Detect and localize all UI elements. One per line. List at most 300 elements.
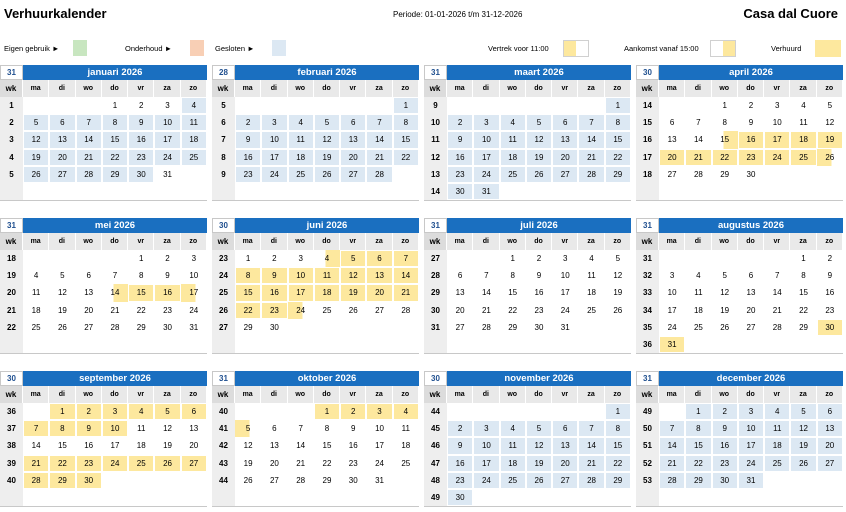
day-cell[interactable]: 24	[154, 149, 180, 166]
day-cell[interactable]: 31	[375, 475, 384, 485]
day-cell[interactable]: 28	[659, 472, 685, 489]
day-cell[interactable]: 24	[738, 455, 764, 472]
day-cell[interactable]: 18	[314, 284, 340, 301]
day-cell[interactable]: 29	[243, 322, 253, 332]
day-cell[interactable]: 1	[605, 403, 631, 420]
day-cell[interactable]: 2	[165, 254, 170, 264]
day-cell[interactable]: 17	[473, 455, 499, 472]
day-cell[interactable]: 23	[825, 305, 835, 315]
day-cell[interactable]: 16	[534, 288, 544, 298]
day-cell[interactable]: 10	[738, 420, 764, 437]
day-cell[interactable]: 26	[790, 455, 816, 472]
day-cell[interactable]: 6	[552, 420, 578, 437]
day-cell[interactable]: 30	[746, 169, 756, 179]
day-cell[interactable]: 18	[693, 305, 703, 315]
day-cell[interactable]: 19	[817, 131, 843, 148]
day-cell[interactable]: 4	[314, 250, 340, 267]
day-cell[interactable]: 1	[49, 403, 75, 420]
day-cell[interactable]: 24	[667, 322, 677, 332]
day-cell[interactable]: 29	[685, 472, 711, 489]
day-cell[interactable]: 1	[245, 254, 251, 264]
day-cell[interactable]: 26	[613, 305, 623, 315]
day-cell[interactable]: 23	[447, 166, 473, 183]
day-cell[interactable]: 27	[746, 322, 756, 332]
day-cell[interactable]: 21	[578, 455, 604, 472]
day-cell[interactable]: 12	[526, 437, 552, 454]
day-cell[interactable]: 25	[181, 149, 207, 166]
day-cell[interactable]: 5	[154, 403, 180, 420]
day-cell[interactable]: 16	[154, 284, 180, 301]
day-cell[interactable]: 28	[366, 166, 392, 183]
day-cell[interactable]: 27	[269, 475, 279, 485]
day-cell[interactable]: 12	[163, 424, 172, 434]
day-cell[interactable]: 9	[447, 437, 473, 454]
day-cell[interactable]: 11	[799, 118, 808, 128]
day-cell[interactable]: 24	[102, 455, 128, 472]
day-cell[interactable]: 23	[712, 455, 738, 472]
day-cell[interactable]: 11	[314, 267, 340, 284]
day-cell[interactable]: 17	[288, 284, 314, 301]
day-cell[interactable]: 15	[799, 288, 808, 298]
day-cell[interactable]: 20	[366, 284, 392, 301]
day-cell[interactable]: 1	[685, 403, 711, 420]
day-cell[interactable]: 11	[31, 288, 41, 298]
day-cell[interactable]: 17	[154, 131, 180, 148]
day-cell[interactable]: 6	[181, 403, 207, 420]
day-cell[interactable]: 10	[560, 271, 570, 281]
day-cell[interactable]: 5	[235, 420, 261, 437]
day-cell[interactable]: 23	[534, 305, 544, 315]
day-cell[interactable]: 26	[348, 305, 358, 315]
day-cell[interactable]: 23	[76, 455, 102, 472]
day-cell[interactable]: 12	[243, 441, 253, 451]
day-cell[interactable]: 13	[340, 131, 366, 148]
day-cell[interactable]: 3	[261, 114, 287, 131]
day-cell[interactable]: 8	[605, 420, 631, 437]
day-cell[interactable]: 11	[500, 131, 526, 148]
day-cell[interactable]: 21	[481, 305, 491, 315]
day-cell[interactable]: 21	[393, 284, 419, 301]
day-cell[interactable]: 21	[772, 305, 782, 315]
day-cell[interactable]: 7	[23, 420, 49, 437]
day-cell[interactable]: 8	[324, 424, 330, 434]
day-cell[interactable]: 12	[613, 271, 623, 281]
day-cell[interactable]: 3	[738, 403, 764, 420]
day-cell[interactable]: 3	[563, 254, 568, 264]
day-cell[interactable]: 27	[552, 166, 578, 183]
day-cell[interactable]: 3	[775, 101, 780, 111]
day-cell[interactable]: 8	[235, 267, 261, 284]
day-cell[interactable]: 3	[165, 101, 170, 111]
day-cell[interactable]: 27	[552, 472, 578, 489]
day-cell[interactable]: 20	[340, 149, 366, 166]
day-cell[interactable]: 6	[272, 424, 277, 434]
day-cell[interactable]: 5	[790, 403, 816, 420]
day-cell[interactable]: 19	[720, 305, 730, 315]
day-cell[interactable]: 20	[84, 305, 94, 315]
day-cell[interactable]: 29	[136, 322, 146, 332]
day-cell[interactable]: 5	[526, 420, 552, 437]
day-cell[interactable]: 23	[235, 166, 261, 183]
day-cell[interactable]: 18	[31, 305, 41, 315]
day-cell[interactable]: 28	[772, 322, 782, 332]
day-cell[interactable]: 17	[738, 437, 764, 454]
day-cell[interactable]: 25	[587, 305, 596, 315]
day-cell[interactable]: 18	[181, 131, 207, 148]
day-cell[interactable]: 7	[696, 118, 701, 128]
day-cell[interactable]: 15	[235, 284, 261, 301]
day-cell[interactable]: 2	[447, 114, 473, 131]
day-cell[interactable]: 6	[552, 114, 578, 131]
day-cell[interactable]: 23	[738, 149, 764, 166]
day-cell[interactable]: 29	[605, 166, 631, 183]
day-cell[interactable]: 5	[827, 101, 833, 111]
day-cell[interactable]: 20	[746, 305, 756, 315]
day-cell[interactable]: 25	[500, 472, 526, 489]
day-cell[interactable]: 29	[720, 169, 730, 179]
day-cell[interactable]: 30	[447, 489, 473, 506]
day-cell[interactable]: 13	[667, 135, 677, 145]
day-cell[interactable]: 17	[764, 131, 790, 148]
day-cell[interactable]: 11	[587, 271, 596, 281]
day-cell[interactable]: 13	[817, 420, 843, 437]
day-cell[interactable]: 2	[827, 254, 833, 264]
day-cell[interactable]: 10	[473, 131, 499, 148]
day-cell[interactable]: 26	[526, 166, 552, 183]
day-cell[interactable]: 13	[455, 288, 465, 298]
day-cell[interactable]: 8	[605, 114, 631, 131]
day-cell[interactable]: 12	[720, 288, 730, 298]
day-cell[interactable]: 5	[314, 114, 340, 131]
day-cell[interactable]: 4	[801, 101, 806, 111]
day-cell[interactable]: 3	[102, 403, 128, 420]
day-cell[interactable]: 22	[508, 305, 518, 315]
day-cell[interactable]: 1	[393, 97, 419, 114]
day-cell[interactable]: 14	[366, 131, 392, 148]
day-cell[interactable]: 9	[261, 267, 287, 284]
day-cell[interactable]: 18	[136, 441, 146, 451]
day-cell[interactable]: 8	[685, 420, 711, 437]
day-cell[interactable]: 18	[790, 131, 816, 148]
day-cell[interactable]: 22	[136, 305, 146, 315]
day-cell[interactable]: 7	[298, 424, 303, 434]
day-cell[interactable]: 19	[314, 149, 340, 166]
day-cell[interactable]: 24	[189, 305, 199, 315]
day-cell[interactable]: 22	[102, 149, 128, 166]
day-cell[interactable]: 7	[578, 114, 604, 131]
day-cell[interactable]: 17	[473, 149, 499, 166]
day-cell[interactable]: 22	[605, 149, 631, 166]
day-cell[interactable]: 4	[33, 271, 39, 281]
day-cell[interactable]: 1	[314, 403, 340, 420]
day-cell[interactable]: 19	[57, 305, 67, 315]
day-cell[interactable]: 21	[685, 149, 711, 166]
day-cell[interactable]: 30	[128, 166, 154, 183]
day-cell[interactable]: 10	[261, 131, 287, 148]
day-cell[interactable]: 4	[393, 403, 419, 420]
day-cell[interactable]: 21	[23, 455, 49, 472]
day-cell[interactable]: 4	[288, 114, 314, 131]
day-cell[interactable]: 10	[473, 437, 499, 454]
day-cell[interactable]: 6	[457, 271, 463, 281]
day-cell[interactable]: 27	[667, 169, 677, 179]
day-cell[interactable]: 15	[322, 441, 332, 451]
day-cell[interactable]: 21	[296, 458, 306, 468]
day-cell[interactable]: 22	[605, 455, 631, 472]
day-cell[interactable]: 12	[790, 420, 816, 437]
day-cell[interactable]: 28	[76, 166, 102, 183]
day-cell[interactable]: 2	[748, 101, 754, 111]
day-cell[interactable]: 27	[181, 455, 207, 472]
day-cell[interactable]: 21	[366, 149, 392, 166]
day-cell[interactable]: 14	[76, 131, 102, 148]
day-cell[interactable]: 22	[235, 302, 261, 319]
day-cell[interactable]: 4	[500, 114, 526, 131]
day-cell[interactable]: 12	[825, 118, 835, 128]
day-cell[interactable]: 7	[484, 271, 489, 281]
day-cell[interactable]: 9	[748, 118, 754, 128]
day-cell[interactable]: 2	[76, 403, 102, 420]
day-cell[interactable]: 16	[261, 284, 287, 301]
day-cell[interactable]: 28	[110, 322, 120, 332]
day-cell[interactable]: 6	[669, 118, 675, 128]
day-cell[interactable]: 20	[189, 441, 199, 451]
day-cell[interactable]: 7	[76, 114, 102, 131]
day-cell[interactable]: 12	[57, 288, 67, 298]
day-cell[interactable]: 16	[447, 455, 473, 472]
day-cell[interactable]: 5	[23, 114, 49, 131]
day-cell[interactable]: 14	[659, 437, 685, 454]
day-cell[interactable]: 15	[508, 288, 518, 298]
day-cell[interactable]: 22	[322, 458, 332, 468]
day-cell[interactable]: 2	[235, 114, 261, 131]
day-cell[interactable]: 20	[817, 437, 843, 454]
day-cell[interactable]: 3	[366, 403, 392, 420]
day-cell[interactable]: 6	[817, 403, 843, 420]
day-cell[interactable]: 22	[49, 455, 75, 472]
day-cell[interactable]: 9	[128, 114, 154, 131]
day-cell[interactable]: 13	[552, 131, 578, 148]
day-cell[interactable]: 21	[76, 149, 102, 166]
day-cell[interactable]: 17	[181, 284, 207, 301]
day-cell[interactable]: 18	[401, 441, 411, 451]
day-cell[interactable]: 16	[128, 131, 154, 148]
day-cell[interactable]: 24	[473, 472, 499, 489]
day-cell[interactable]: 22	[712, 149, 738, 166]
day-cell[interactable]: 24	[288, 302, 314, 319]
day-cell[interactable]: 16	[84, 441, 94, 451]
day-cell[interactable]: 4	[589, 254, 594, 264]
day-cell[interactable]: 14	[102, 284, 128, 301]
day-cell[interactable]: 18	[764, 437, 790, 454]
day-cell[interactable]: 29	[322, 475, 332, 485]
day-cell[interactable]: 13	[49, 131, 75, 148]
day-cell[interactable]: 28	[578, 166, 604, 183]
day-cell[interactable]: 29	[49, 472, 75, 489]
day-cell[interactable]: 19	[340, 284, 366, 301]
day-cell[interactable]: 1	[112, 101, 118, 111]
day-cell[interactable]: 9	[165, 271, 170, 281]
day-cell[interactable]: 25	[401, 458, 411, 468]
day-cell[interactable]: 11	[181, 114, 207, 131]
day-cell[interactable]: 23	[447, 472, 473, 489]
day-cell[interactable]: 19	[23, 149, 49, 166]
day-cell[interactable]: 23	[128, 149, 154, 166]
day-cell[interactable]: 16	[712, 437, 738, 454]
day-cell[interactable]: 10	[154, 114, 180, 131]
day-cell[interactable]: 13	[366, 267, 392, 284]
day-cell[interactable]: 13	[84, 288, 94, 298]
day-cell[interactable]: 10	[772, 118, 782, 128]
day-cell[interactable]: 6	[86, 271, 91, 281]
day-cell[interactable]: 2	[139, 101, 144, 111]
day-cell[interactable]: 15	[605, 437, 631, 454]
day-cell[interactable]: 17	[261, 149, 287, 166]
day-cell[interactable]: 9	[76, 420, 102, 437]
day-cell[interactable]: 3	[473, 420, 499, 437]
day-cell[interactable]: 14	[296, 441, 306, 451]
day-cell[interactable]: 11	[764, 420, 790, 437]
day-cell[interactable]: 24	[764, 149, 790, 166]
day-cell[interactable]: 27	[49, 166, 75, 183]
day-cell[interactable]: 28	[693, 169, 703, 179]
day-cell[interactable]: 2	[340, 403, 366, 420]
day-cell[interactable]: 22	[685, 455, 711, 472]
day-cell[interactable]: 30	[534, 322, 544, 332]
day-cell[interactable]: 24	[560, 305, 570, 315]
day-cell[interactable]: 19	[526, 149, 552, 166]
day-cell[interactable]: 28	[578, 472, 604, 489]
day-cell[interactable]: 27	[84, 322, 94, 332]
day-cell[interactable]: 29	[799, 322, 808, 332]
day-cell[interactable]: 31	[560, 322, 570, 332]
day-cell[interactable]: 30	[817, 319, 843, 336]
day-cell[interactable]: 5	[526, 114, 552, 131]
day-cell[interactable]: 28	[401, 305, 411, 315]
day-cell[interactable]: 14	[772, 288, 782, 298]
day-cell[interactable]: 1	[510, 254, 515, 264]
day-cell[interactable]: 1	[801, 254, 806, 264]
day-cell[interactable]: 11	[694, 288, 703, 298]
day-cell[interactable]: 11	[288, 131, 314, 148]
day-cell[interactable]: 26	[314, 166, 340, 183]
day-cell[interactable]: 16	[738, 131, 764, 148]
day-cell[interactable]: 15	[102, 131, 128, 148]
day-cell[interactable]: 15	[685, 437, 711, 454]
day-cell[interactable]: 8	[801, 271, 806, 281]
day-cell[interactable]: 21	[110, 305, 120, 315]
day-cell[interactable]: 11	[137, 424, 146, 434]
day-cell[interactable]: 2	[272, 254, 277, 264]
day-cell[interactable]: 11	[401, 424, 410, 434]
day-cell[interactable]: 16	[447, 149, 473, 166]
day-cell[interactable]: 22	[393, 149, 419, 166]
day-cell[interactable]: 31	[659, 336, 685, 353]
day-cell[interactable]: 27	[340, 166, 366, 183]
day-cell[interactable]: 26	[154, 455, 180, 472]
day-cell[interactable]: 13	[189, 424, 199, 434]
day-cell[interactable]: 10	[288, 267, 314, 284]
day-cell[interactable]: 10	[189, 271, 199, 281]
day-cell[interactable]: 19	[163, 441, 172, 451]
day-cell[interactable]: 7	[659, 420, 685, 437]
day-cell[interactable]: 13	[269, 441, 279, 451]
day-cell[interactable]: 8	[393, 114, 419, 131]
day-cell[interactable]: 31	[738, 472, 764, 489]
day-cell[interactable]: 18	[587, 288, 596, 298]
day-cell[interactable]: 20	[552, 149, 578, 166]
day-cell[interactable]: 1	[605, 97, 631, 114]
day-cell[interactable]: 25	[693, 322, 703, 332]
day-cell[interactable]: 6	[748, 271, 754, 281]
day-cell[interactable]: 12	[526, 131, 552, 148]
day-cell[interactable]: 14	[393, 267, 419, 284]
day-cell[interactable]: 26	[243, 475, 253, 485]
day-cell[interactable]: 29	[605, 472, 631, 489]
day-cell[interactable]: 25	[128, 455, 154, 472]
day-cell[interactable]: 19	[243, 458, 253, 468]
day-cell[interactable]: 15	[712, 131, 738, 148]
day-cell[interactable]: 25	[31, 322, 41, 332]
day-cell[interactable]: 1	[139, 254, 144, 264]
day-cell[interactable]: 9	[712, 420, 738, 437]
day-cell[interactable]: 19	[613, 288, 623, 298]
day-cell[interactable]: 12	[340, 267, 366, 284]
day-cell[interactable]: 15	[57, 441, 67, 451]
day-cell[interactable]: 3	[191, 254, 197, 264]
day-cell[interactable]: 31	[473, 183, 499, 200]
day-cell[interactable]: 20	[552, 455, 578, 472]
day-cell[interactable]: 18	[500, 455, 526, 472]
day-cell[interactable]: 30	[269, 322, 279, 332]
day-cell[interactable]: 28	[296, 475, 306, 485]
day-cell[interactable]: 21	[659, 455, 685, 472]
day-cell[interactable]: 29	[102, 166, 128, 183]
day-cell[interactable]: 17	[375, 441, 384, 451]
day-cell[interactable]: 8	[139, 271, 144, 281]
day-cell[interactable]: 27	[455, 322, 465, 332]
day-cell[interactable]: 2	[447, 420, 473, 437]
day-cell[interactable]: 7	[366, 114, 392, 131]
day-cell[interactable]: 3	[669, 271, 675, 281]
day-cell[interactable]: 20	[455, 305, 465, 315]
day-cell[interactable]: 20	[49, 149, 75, 166]
day-cell[interactable]: 27	[375, 305, 384, 315]
day-cell[interactable]: 10	[667, 288, 677, 298]
day-cell[interactable]: 14	[693, 135, 703, 145]
day-cell[interactable]: 14	[578, 131, 604, 148]
day-cell[interactable]: 1	[722, 101, 727, 111]
day-cell[interactable]: 18	[288, 149, 314, 166]
day-cell[interactable]: 24	[473, 166, 499, 183]
day-cell[interactable]: 7	[112, 271, 118, 281]
day-cell[interactable]: 10	[102, 420, 128, 437]
day-cell[interactable]: 26	[57, 322, 67, 332]
day-cell[interactable]: 17	[110, 441, 120, 451]
day-cell[interactable]: 12	[314, 131, 340, 148]
day-cell[interactable]: 26	[526, 472, 552, 489]
day-cell[interactable]: 2	[536, 254, 542, 264]
day-cell[interactable]: 4	[181, 97, 207, 114]
day-cell[interactable]: 4	[764, 403, 790, 420]
day-cell[interactable]: 12	[23, 131, 49, 148]
day-cell[interactable]: 23	[348, 458, 358, 468]
day-cell[interactable]: 26	[817, 149, 843, 166]
day-cell[interactable]: 15	[393, 131, 419, 148]
day-cell[interactable]: 6	[340, 114, 366, 131]
day-cell[interactable]: 29	[508, 322, 518, 332]
day-cell[interactable]: 13	[552, 437, 578, 454]
